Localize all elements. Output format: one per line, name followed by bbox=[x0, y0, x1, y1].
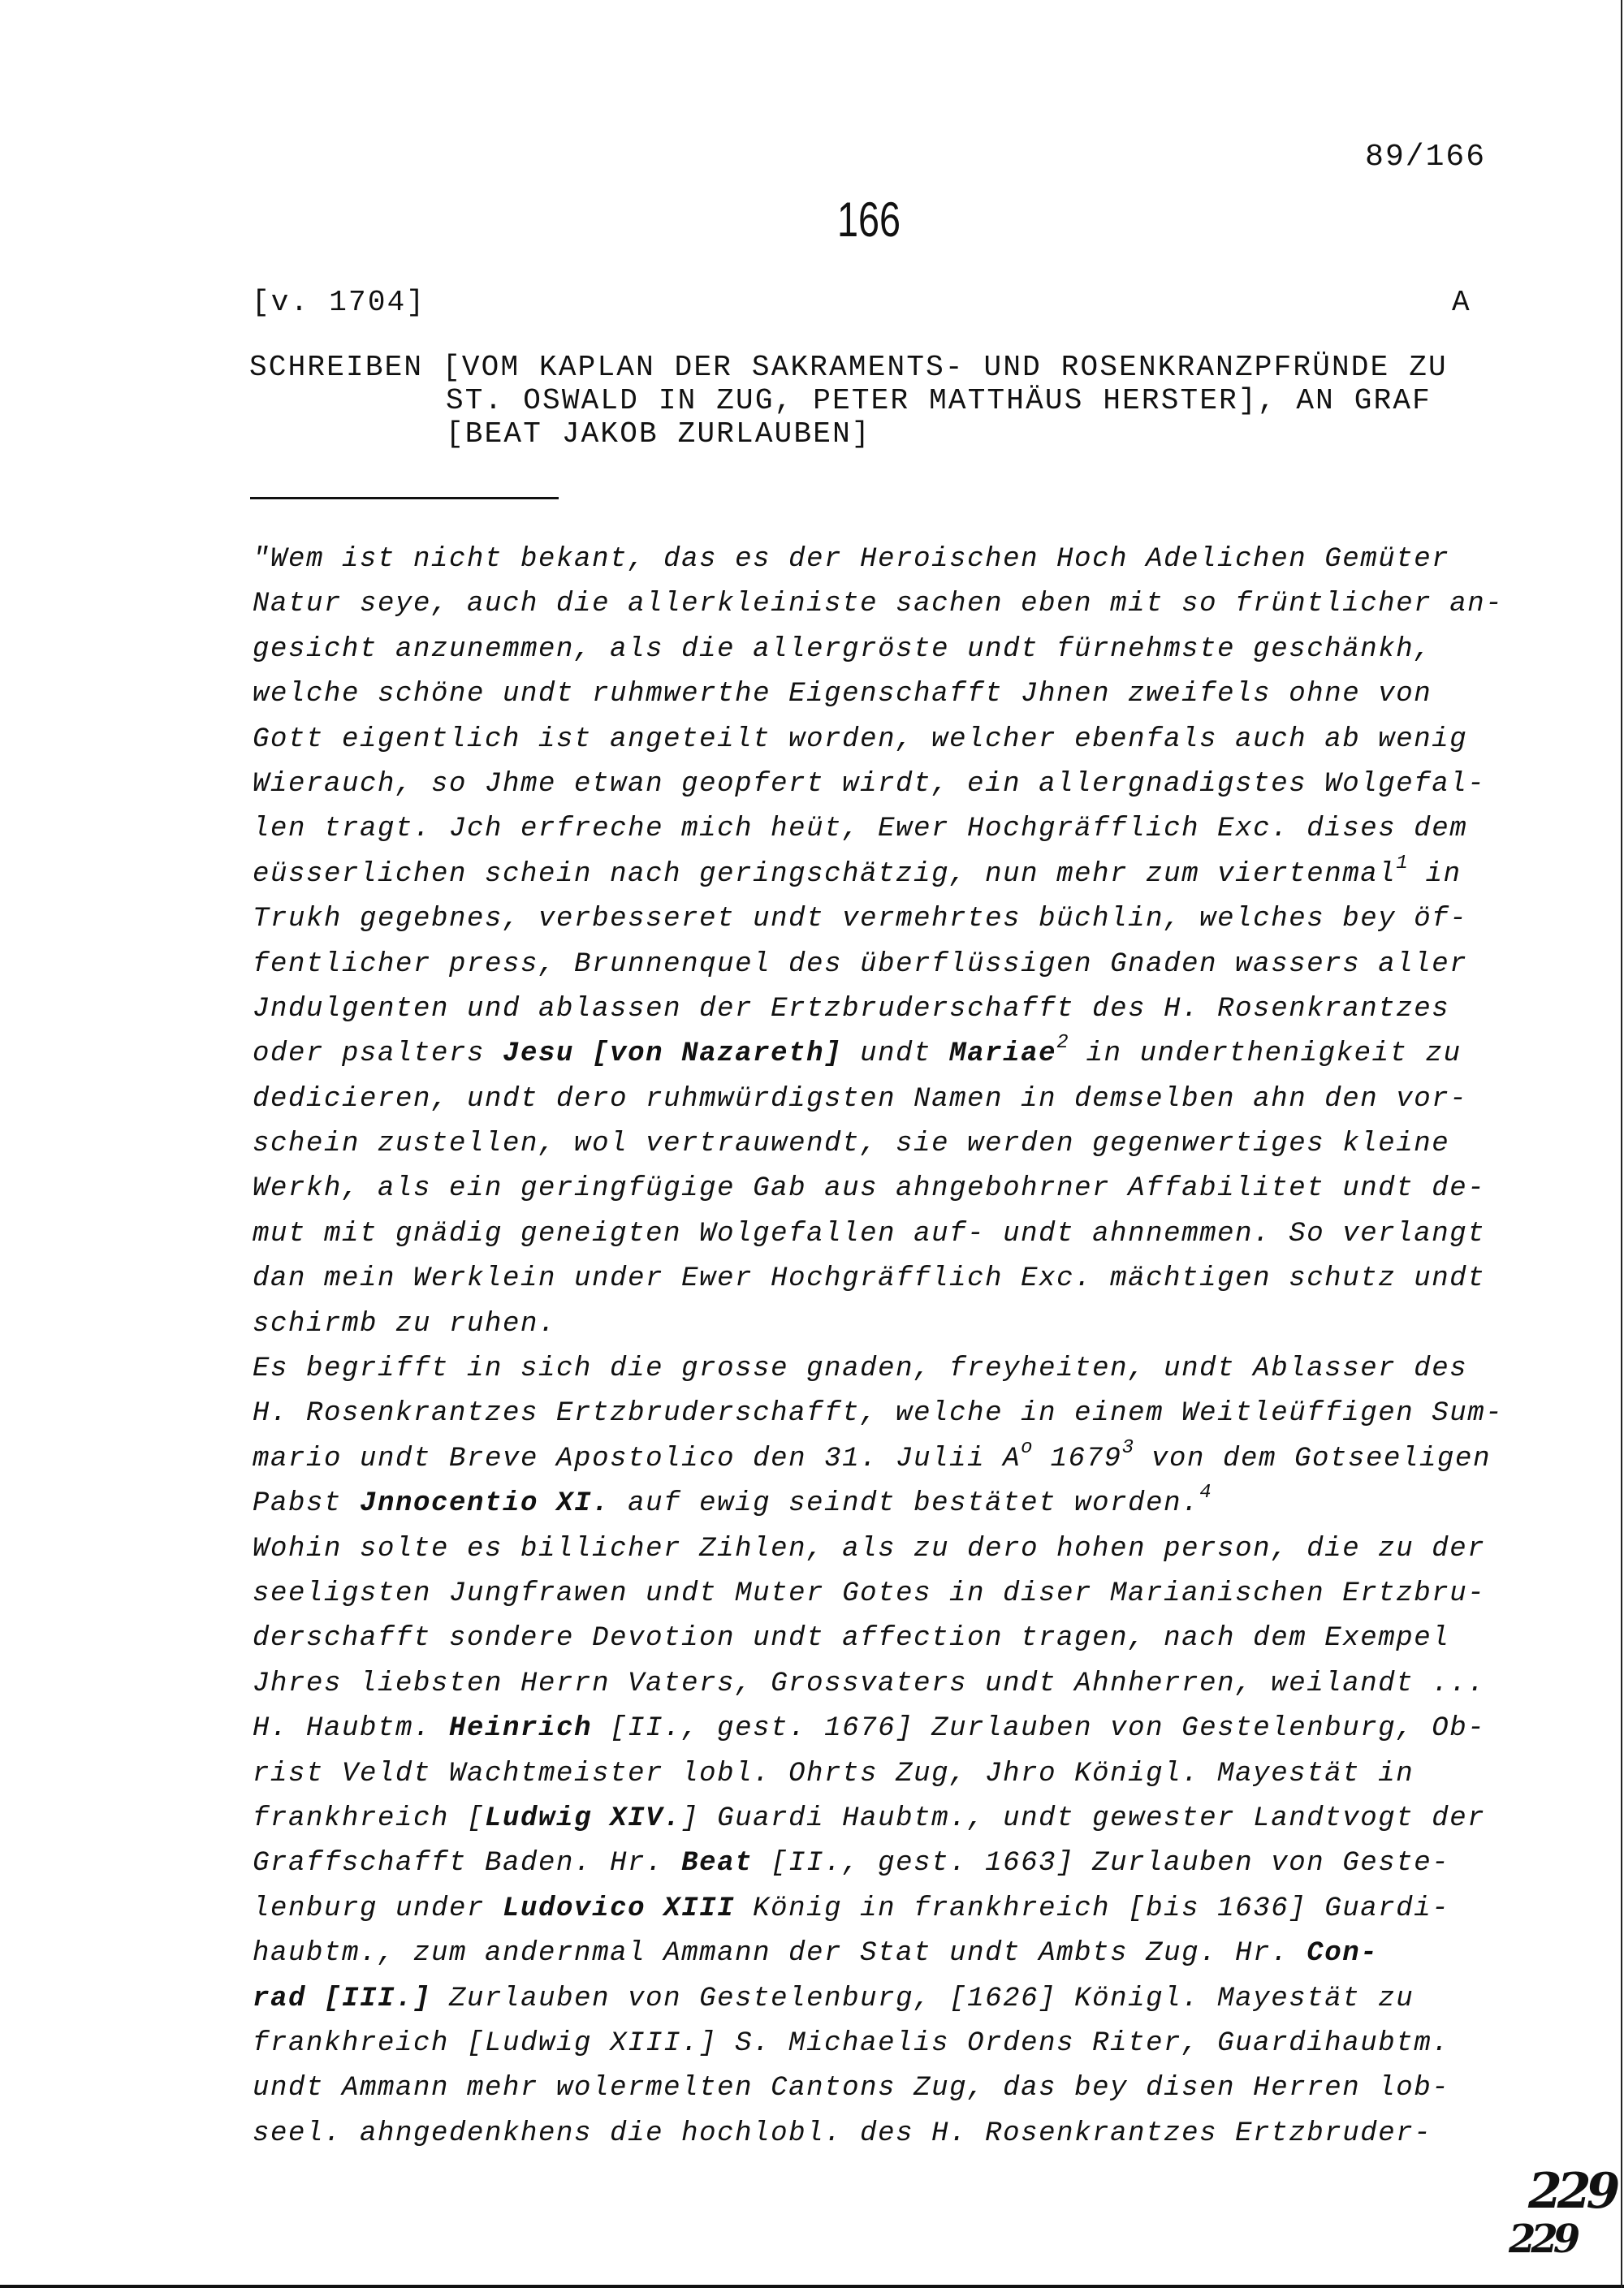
bold-name: Mariae bbox=[949, 1038, 1057, 1070]
text-segment: H. Rosenkrantzes Ertzbruderschafft, welche in einem Weitleüffigen Sum- bbox=[253, 1398, 1504, 1430]
folio-number: 89/166 bbox=[1365, 140, 1486, 175]
footnote-marker: 4 bbox=[1199, 1482, 1212, 1504]
text-segment: seeligsten Jungfrawen undt Muter Gotes in diser Marianischen Ertzbru- bbox=[253, 1578, 1486, 1609]
footnote-marker: 1 bbox=[1396, 852, 1408, 874]
text-segment: Natur seye, auch die allerkleiniste sachen eben mit so früntlicher an- bbox=[253, 589, 1504, 620]
text-line bbox=[253, 2066, 1503, 2111]
text-segment: Wohin solte es billicher Zihlen, als zu dero hohen person, die zu der bbox=[253, 1533, 1486, 1565]
text-segment: dan mein Werklein under Ewer Hochgräfflich Exc. mächtigen schutz undt bbox=[253, 1263, 1486, 1295]
bold-name: Ludovico XIII bbox=[503, 1893, 736, 1924]
text-line bbox=[253, 1977, 1503, 2022]
text-line bbox=[253, 897, 1503, 942]
text-segment: auf ewig seindt bestätet worden. bbox=[610, 1488, 1200, 1520]
bold-name: Ludwig XIV. bbox=[485, 1802, 682, 1834]
text-line bbox=[253, 1797, 1503, 1841]
bold-name: Beat bbox=[681, 1848, 754, 1880]
bold-name: Jesu [von Nazareth] bbox=[503, 1038, 843, 1070]
text-line bbox=[253, 1302, 1503, 1347]
text-line bbox=[253, 1841, 1503, 1886]
text-line bbox=[253, 807, 1503, 852]
document-title-line-1: SCHREIBEN [VOM KAPLAN DER SAKRAMENTS- UND ROSENKRANZPFRÜNDE ZU bbox=[249, 351, 1448, 384]
text-line bbox=[253, 1887, 1503, 1932]
text-line bbox=[253, 1257, 1503, 1302]
text-line bbox=[253, 1167, 1503, 1211]
text-segment: Wierauch, so Jhme etwan geopfert wirdt, ein allergnadigstes Wolgefal- bbox=[253, 768, 1486, 800]
document-date: [v. 1704] bbox=[252, 286, 426, 319]
text-segment: derschafft sondere Devotion undt affection tragen, nach dem Exempel bbox=[253, 1623, 1450, 1655]
text-segment: schirmb zu ruhen. bbox=[253, 1308, 557, 1340]
text-segment: Gott eigentlich ist angeteilt worden, welcher ebenfals auch ab wenig bbox=[253, 723, 1468, 755]
text-segment: ] Guardi Haubtm., undt gewester Landtvogt der bbox=[681, 1802, 1486, 1834]
text-line bbox=[253, 1932, 1503, 1976]
text-line bbox=[253, 672, 1503, 717]
bold-name: Con- bbox=[1307, 1938, 1379, 1970]
text-segment: schein zustellen, wol vertrauwendt, sie werden gegenwertiges kleine bbox=[253, 1129, 1450, 1160]
text-segment: Zurlauben von Gestelenburg, [1626] Königl. Mayestät zu bbox=[431, 1983, 1415, 2014]
text-segment: mario undt Breve Apostolico den 31. Julii A bbox=[253, 1443, 1021, 1474]
letter-body bbox=[253, 537, 1503, 2156]
text-line bbox=[253, 718, 1503, 762]
text-line bbox=[253, 1572, 1503, 1617]
text-segment: Es begrifft in sich die grosse gnaden, freyheiten, undt Ablasser des bbox=[253, 1353, 1468, 1385]
text-segment: welche schöne undt ruhmwerthe Eigenschafft Jhnen zweifels ohne von bbox=[253, 679, 1432, 710]
text-segment: len tragt. Jch erfreche mich heüt, Ewer Hochgräfflich Exc. dises dem bbox=[253, 814, 1468, 845]
page-number: 166 bbox=[836, 192, 901, 247]
text-segment: in underthenigkeit zu bbox=[1068, 1038, 1462, 1070]
text-segment: eüsserlichen schein nach geringschätzig, nun mehr zum viertenmal bbox=[253, 858, 1397, 890]
text-segment: "Wem ist nicht bekant, das es der Heroischen Hoch Adelichen Gemüter bbox=[253, 544, 1450, 575]
text-segment: von dem Gotseeligen bbox=[1134, 1443, 1492, 1474]
text-segment: Graffschafft Baden. Hr. bbox=[253, 1848, 682, 1880]
text-line bbox=[253, 1437, 1503, 1482]
text-line bbox=[253, 582, 1503, 627]
text-line bbox=[253, 1527, 1503, 1572]
text-segment: Werkh, als ein geringfügige Gab aus ahngebohrner Affabilitet undt de- bbox=[253, 1173, 1486, 1205]
text-line bbox=[253, 1617, 1503, 1661]
text-line bbox=[253, 1752, 1503, 1797]
text-line bbox=[253, 1707, 1503, 1751]
document-letter: A bbox=[1452, 286, 1470, 319]
document-title-line-2: ST. OSWALD IN ZUG, PETER MATTHÄUS HERSTER], AN GRAF bbox=[446, 384, 1432, 417]
text-segment: rist Veldt Wachtmeister lobl. Ohrts Zug, Jhro Königl. Mayestät in bbox=[253, 1758, 1415, 1789]
bold-name: rad [III.] bbox=[253, 1983, 432, 2014]
text-segment: Jhres liebsten Herrn Vaters, Grossvaters undt Ahnherren, weilandt ... bbox=[253, 1668, 1486, 1699]
text-segment: oder psalters bbox=[253, 1038, 503, 1070]
text-line bbox=[253, 1077, 1503, 1122]
text-segment: [II., gest. 1663] Zurlauben von Geste- bbox=[753, 1848, 1450, 1880]
text-line bbox=[253, 987, 1503, 1032]
scan-border-right bbox=[1621, 0, 1622, 2288]
text-line bbox=[253, 1212, 1503, 1257]
text-segment: dedicieren, undt dero ruhmwürdigsten Namen in demselben ahn den vor- bbox=[253, 1083, 1468, 1115]
text-segment: [II., gest. 1676] Zurlauben von Gestelenburg, Ob- bbox=[592, 1713, 1486, 1745]
text-segment: 1679 bbox=[1032, 1443, 1122, 1474]
footnote-marker: 2 bbox=[1056, 1032, 1069, 1055]
bold-name: Jnnocentio XI. bbox=[360, 1488, 611, 1520]
text-segment: seel. ahngedenkhens die hochlobl. des H. Rosenkrantzes Ertzbruder- bbox=[253, 2117, 1432, 2149]
text-line bbox=[253, 1392, 1503, 1436]
text-line bbox=[253, 853, 1503, 897]
text-line bbox=[253, 762, 1503, 807]
text-segment: fentlicher press, Brunnenquel des überflüssigen Gnaden wassers aller bbox=[253, 948, 1468, 980]
text-segment: Jndulgenten und ablassen der Ertzbruderschafft des H. Rosenkrantzes bbox=[253, 993, 1450, 1025]
text-segment: Pabst bbox=[253, 1488, 361, 1520]
footnote-marker: o bbox=[1021, 1436, 1033, 1459]
text-segment: frankhreich [ bbox=[253, 1802, 486, 1834]
scan-border-bottom bbox=[0, 2285, 1624, 2288]
text-line bbox=[253, 943, 1503, 987]
text-line bbox=[253, 1032, 1503, 1077]
text-segment: undt Ammann mehr wolermelten Cantons Zug, das bey disen Herren lob- bbox=[253, 2073, 1450, 2105]
text-segment: haubtm., zum andernmal Ammann der Stat undt Ambts Zug. Hr. bbox=[253, 1938, 1307, 1970]
handwritten-page-number-2: 229 bbox=[1509, 2217, 1576, 2262]
text-segment: gesicht anzunemmen, als die allergröste undt fürnehmste geschänkh, bbox=[253, 633, 1432, 665]
text-line bbox=[253, 1122, 1503, 1167]
text-line bbox=[253, 2022, 1503, 2066]
text-line bbox=[253, 537, 1503, 582]
text-segment: H. Haubtm. bbox=[253, 1713, 450, 1745]
bold-name: Heinrich bbox=[449, 1713, 593, 1745]
text-line bbox=[253, 1662, 1503, 1707]
text-segment: undt bbox=[842, 1038, 950, 1070]
text-segment: König in frankhreich [bis 1636] Guardi- bbox=[735, 1893, 1450, 1924]
text-segment: frankhreich [Ludwig XIII.] S. Michaelis Ordens Riter, Guardihaubtm. bbox=[253, 2027, 1450, 2059]
text-segment: mut mit gnädig geneigten Wolgefallen auf- undt ahnnemmen. So verlangt bbox=[253, 1218, 1486, 1250]
text-segment: Trukh gegebnes, verbesseret undt vermehrtes büchlin, welches bey öf- bbox=[253, 904, 1468, 935]
document-title-line-3: [BEAT JAKOB ZURLAUBEN] bbox=[446, 417, 871, 451]
handwritten-page-number: 229 bbox=[1528, 2163, 1616, 2220]
text-segment: in bbox=[1407, 858, 1462, 890]
text-line bbox=[253, 1347, 1503, 1392]
text-line bbox=[253, 1482, 1503, 1526]
footnote-marker: 3 bbox=[1121, 1436, 1134, 1459]
separator-rule bbox=[250, 497, 559, 499]
text-segment: lenburg under bbox=[253, 1893, 503, 1924]
text-line bbox=[253, 2112, 1503, 2156]
text-line bbox=[253, 628, 1503, 672]
